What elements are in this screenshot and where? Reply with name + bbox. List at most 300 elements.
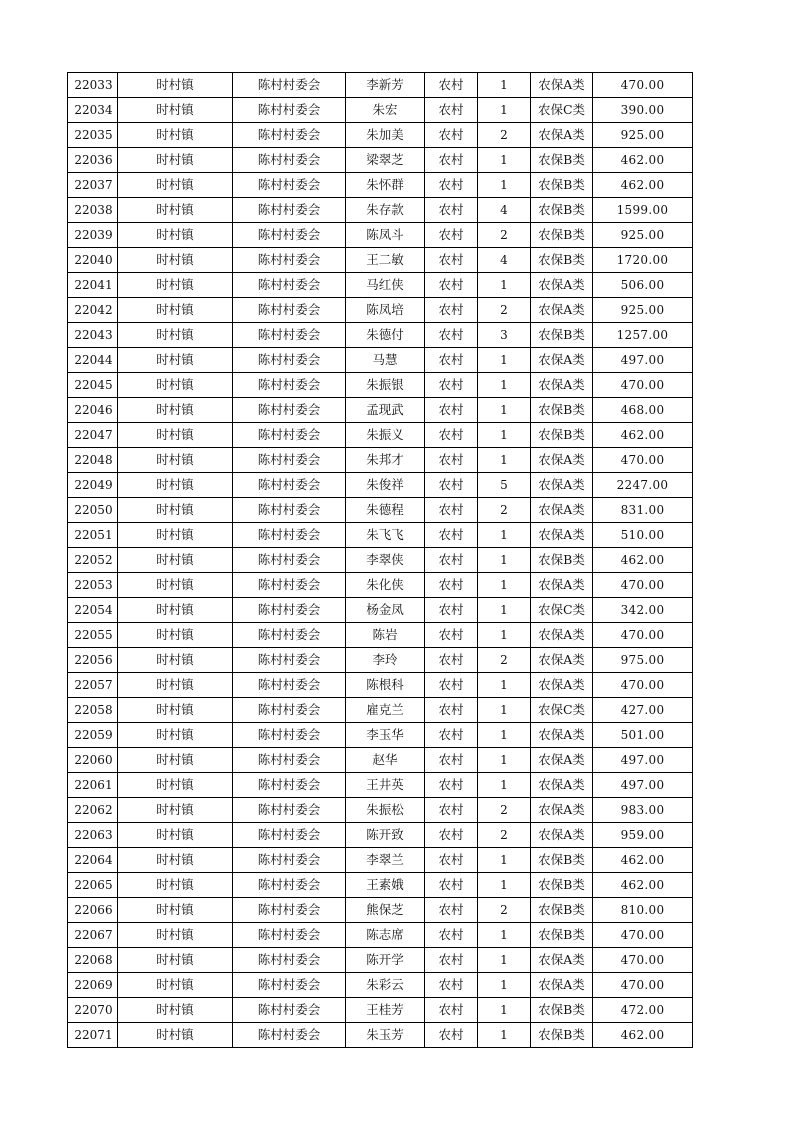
household-type-cell: 农村 (425, 698, 478, 723)
village-committee-cell: 陈村村委会 (233, 398, 346, 423)
category-cell: 农保A类 (531, 573, 593, 598)
category-cell: 农保B类 (531, 548, 593, 573)
town-cell: 时村镇 (118, 248, 233, 273)
town-cell: 时村镇 (118, 773, 233, 798)
record-number-cell: 22045 (68, 373, 118, 398)
town-cell: 时村镇 (118, 373, 233, 398)
person-count-cell: 1 (478, 723, 531, 748)
person-name-cell: 朱振义 (346, 423, 425, 448)
record-number-cell: 22043 (68, 323, 118, 348)
record-number-cell: 22035 (68, 123, 118, 148)
town-cell: 时村镇 (118, 923, 233, 948)
record-number-cell: 22039 (68, 223, 118, 248)
household-type-cell: 农村 (425, 848, 478, 873)
person-name-cell: 梁翠芝 (346, 148, 425, 173)
town-cell: 时村镇 (118, 598, 233, 623)
person-count-cell: 1 (478, 773, 531, 798)
town-cell: 时村镇 (118, 123, 233, 148)
record-number-cell: 22061 (68, 773, 118, 798)
amount-cell: 925.00 (593, 298, 693, 323)
person-name-cell: 马红侠 (346, 273, 425, 298)
village-committee-cell: 陈村村委会 (233, 723, 346, 748)
table-row (68, 248, 693, 273)
household-type-cell: 农村 (425, 173, 478, 198)
amount-cell: 462.00 (593, 173, 693, 198)
person-name-cell: 陈岩 (346, 623, 425, 648)
village-committee-cell: 陈村村委会 (233, 223, 346, 248)
town-cell: 时村镇 (118, 273, 233, 298)
amount-cell: 472.00 (593, 998, 693, 1023)
person-name-cell: 朱存款 (346, 198, 425, 223)
town-cell: 时村镇 (118, 173, 233, 198)
category-cell: 农保A类 (531, 823, 593, 848)
amount-cell: 510.00 (593, 523, 693, 548)
town-cell: 时村镇 (118, 1023, 233, 1048)
town-cell: 时村镇 (118, 723, 233, 748)
record-number-cell: 22071 (68, 1023, 118, 1048)
category-cell: 农保B类 (531, 148, 593, 173)
record-number-cell: 22055 (68, 623, 118, 648)
person-count-cell: 4 (478, 248, 531, 273)
amount-cell: 470.00 (593, 373, 693, 398)
village-committee-cell: 陈村村委会 (233, 748, 346, 773)
table-row (68, 548, 693, 573)
person-count-cell: 2 (478, 823, 531, 848)
person-name-cell: 陈根科 (346, 673, 425, 698)
table-row (68, 898, 693, 923)
town-cell: 时村镇 (118, 98, 233, 123)
household-type-cell: 农村 (425, 148, 478, 173)
amount-cell: 959.00 (593, 823, 693, 848)
town-cell: 时村镇 (118, 873, 233, 898)
record-number-cell: 22065 (68, 873, 118, 898)
amount-cell: 462.00 (593, 848, 693, 873)
person-name-cell: 李玉华 (346, 723, 425, 748)
person-count-cell: 1 (478, 848, 531, 873)
household-type-cell: 农村 (425, 748, 478, 773)
town-cell: 时村镇 (118, 698, 233, 723)
category-cell: 农保A类 (531, 773, 593, 798)
amount-cell: 390.00 (593, 98, 693, 123)
record-number-cell: 22047 (68, 423, 118, 448)
person-name-cell: 赵华 (346, 748, 425, 773)
person-count-cell: 1 (478, 598, 531, 623)
record-number-cell: 22060 (68, 748, 118, 773)
household-type-cell: 农村 (425, 573, 478, 598)
household-type-cell: 农村 (425, 548, 478, 573)
table-row (68, 298, 693, 323)
table-row (68, 698, 693, 723)
town-cell: 时村镇 (118, 898, 233, 923)
table-row (68, 673, 693, 698)
category-cell: 农保B类 (531, 873, 593, 898)
person-name-cell: 朱振松 (346, 798, 425, 823)
category-cell: 农保B类 (531, 173, 593, 198)
table-row (68, 223, 693, 248)
person-count-cell: 1 (478, 423, 531, 448)
table-row (68, 873, 693, 898)
town-cell: 时村镇 (118, 948, 233, 973)
amount-cell: 2247.00 (593, 473, 693, 498)
village-committee-cell: 陈村村委会 (233, 323, 346, 348)
record-number-cell: 22041 (68, 273, 118, 298)
person-name-cell: 朱玉芳 (346, 1023, 425, 1048)
person-name-cell: 马慧 (346, 348, 425, 373)
record-number-cell: 22057 (68, 673, 118, 698)
person-count-cell: 1 (478, 1023, 531, 1048)
record-number-cell: 22063 (68, 823, 118, 848)
category-cell: 农保B类 (531, 423, 593, 448)
amount-cell: 983.00 (593, 798, 693, 823)
person-count-cell: 1 (478, 548, 531, 573)
town-cell: 时村镇 (118, 623, 233, 648)
person-name-cell: 杨金凤 (346, 598, 425, 623)
record-number-cell: 22033 (68, 73, 118, 98)
record-number-cell: 22037 (68, 173, 118, 198)
record-number-cell: 22049 (68, 473, 118, 498)
village-committee-cell: 陈村村委会 (233, 73, 346, 98)
town-cell: 时村镇 (118, 473, 233, 498)
town-cell: 时村镇 (118, 673, 233, 698)
person-name-cell: 李翠兰 (346, 848, 425, 873)
person-count-cell: 1 (478, 998, 531, 1023)
person-count-cell: 2 (478, 798, 531, 823)
table-row (68, 823, 693, 848)
household-type-cell: 农村 (425, 973, 478, 998)
household-type-cell: 农村 (425, 198, 478, 223)
table-row (68, 323, 693, 348)
table-row (68, 1023, 693, 1048)
amount-cell: 462.00 (593, 423, 693, 448)
town-cell: 时村镇 (118, 848, 233, 873)
person-count-cell: 1 (478, 748, 531, 773)
table-row (68, 748, 693, 773)
amount-cell: 1599.00 (593, 198, 693, 223)
category-cell: 农保C类 (531, 98, 593, 123)
village-committee-cell: 陈村村委会 (233, 848, 346, 873)
village-committee-cell: 陈村村委会 (233, 573, 346, 598)
table-row (68, 98, 693, 123)
person-count-cell: 1 (478, 523, 531, 548)
town-cell: 时村镇 (118, 73, 233, 98)
town-cell: 时村镇 (118, 973, 233, 998)
village-committee-cell: 陈村村委会 (233, 473, 346, 498)
record-number-cell: 22058 (68, 698, 118, 723)
town-cell: 时村镇 (118, 423, 233, 448)
village-committee-cell: 陈村村委会 (233, 923, 346, 948)
person-count-cell: 2 (478, 898, 531, 923)
record-number-cell: 22054 (68, 598, 118, 623)
town-cell: 时村镇 (118, 748, 233, 773)
village-committee-cell: 陈村村委会 (233, 973, 346, 998)
category-cell: 农保A类 (531, 448, 593, 473)
amount-cell: 470.00 (593, 73, 693, 98)
household-type-cell: 农村 (425, 98, 478, 123)
subsidy-table (67, 72, 693, 1048)
amount-cell: 1720.00 (593, 248, 693, 273)
amount-cell: 470.00 (593, 673, 693, 698)
town-cell: 时村镇 (118, 798, 233, 823)
category-cell: 农保A类 (531, 748, 593, 773)
amount-cell: 810.00 (593, 898, 693, 923)
village-committee-cell: 陈村村委会 (233, 623, 346, 648)
table-row (68, 448, 693, 473)
person-count-cell: 2 (478, 223, 531, 248)
category-cell: 农保A类 (531, 273, 593, 298)
town-cell: 时村镇 (118, 223, 233, 248)
village-committee-cell: 陈村村委会 (233, 523, 346, 548)
category-cell: 农保B类 (531, 223, 593, 248)
amount-cell: 427.00 (593, 698, 693, 723)
amount-cell: 501.00 (593, 723, 693, 748)
town-cell: 时村镇 (118, 148, 233, 173)
person-count-cell: 2 (478, 498, 531, 523)
record-number-cell: 22034 (68, 98, 118, 123)
table-row (68, 848, 693, 873)
category-cell: 农保A类 (531, 673, 593, 698)
person-name-cell: 李玲 (346, 648, 425, 673)
person-count-cell: 1 (478, 923, 531, 948)
person-count-cell: 1 (478, 673, 531, 698)
table-row (68, 523, 693, 548)
category-cell: 农保A类 (531, 723, 593, 748)
table-row (68, 648, 693, 673)
village-committee-cell: 陈村村委会 (233, 548, 346, 573)
record-number-cell: 22051 (68, 523, 118, 548)
town-cell: 时村镇 (118, 998, 233, 1023)
table-row (68, 798, 693, 823)
person-name-cell: 朱彩云 (346, 973, 425, 998)
table-row (68, 973, 693, 998)
person-name-cell: 朱俊祥 (346, 473, 425, 498)
household-type-cell: 农村 (425, 998, 478, 1023)
person-count-cell: 1 (478, 148, 531, 173)
person-count-cell: 3 (478, 323, 531, 348)
person-name-cell: 陈凤斗 (346, 223, 425, 248)
table-row (68, 423, 693, 448)
household-type-cell: 农村 (425, 423, 478, 448)
person-name-cell: 王二敏 (346, 248, 425, 273)
amount-cell: 925.00 (593, 123, 693, 148)
person-count-cell: 1 (478, 623, 531, 648)
person-count-cell: 1 (478, 73, 531, 98)
table-row (68, 123, 693, 148)
table-row (68, 573, 693, 598)
household-type-cell: 农村 (425, 223, 478, 248)
household-type-cell: 农村 (425, 448, 478, 473)
person-count-cell: 1 (478, 573, 531, 598)
category-cell: 农保A类 (531, 798, 593, 823)
person-count-cell: 5 (478, 473, 531, 498)
table-row (68, 598, 693, 623)
table-row (68, 148, 693, 173)
person-name-cell: 陈凤培 (346, 298, 425, 323)
household-type-cell: 农村 (425, 648, 478, 673)
record-number-cell: 22048 (68, 448, 118, 473)
household-type-cell: 农村 (425, 723, 478, 748)
person-name-cell: 朱邦才 (346, 448, 425, 473)
town-cell: 时村镇 (118, 323, 233, 348)
person-name-cell: 王井英 (346, 773, 425, 798)
amount-cell: 470.00 (593, 623, 693, 648)
village-committee-cell: 陈村村委会 (233, 248, 346, 273)
table-row (68, 923, 693, 948)
table-row (68, 948, 693, 973)
amount-cell: 497.00 (593, 748, 693, 773)
record-number-cell: 22070 (68, 998, 118, 1023)
table-row (68, 998, 693, 1023)
record-number-cell: 22052 (68, 548, 118, 573)
category-cell: 农保B类 (531, 923, 593, 948)
person-count-cell: 1 (478, 98, 531, 123)
person-count-cell: 1 (478, 698, 531, 723)
village-committee-cell: 陈村村委会 (233, 898, 346, 923)
village-committee-cell: 陈村村委会 (233, 698, 346, 723)
household-type-cell: 农村 (425, 523, 478, 548)
person-count-cell: 1 (478, 373, 531, 398)
village-committee-cell: 陈村村委会 (233, 423, 346, 448)
table-row (68, 473, 693, 498)
town-cell: 时村镇 (118, 448, 233, 473)
person-name-cell: 朱加美 (346, 123, 425, 148)
category-cell: 农保C类 (531, 598, 593, 623)
village-committee-cell: 陈村村委会 (233, 448, 346, 473)
amount-cell: 497.00 (593, 773, 693, 798)
person-count-cell: 4 (478, 198, 531, 223)
amount-cell: 468.00 (593, 398, 693, 423)
village-committee-cell: 陈村村委会 (233, 173, 346, 198)
village-committee-cell: 陈村村委会 (233, 373, 346, 398)
amount-cell: 470.00 (593, 948, 693, 973)
table-row (68, 348, 693, 373)
town-cell: 时村镇 (118, 823, 233, 848)
person-name-cell: 朱怀群 (346, 173, 425, 198)
table-row (68, 173, 693, 198)
table-row (68, 398, 693, 423)
category-cell: 农保B类 (531, 323, 593, 348)
amount-cell: 975.00 (593, 648, 693, 673)
table-row (68, 723, 693, 748)
table-row (68, 498, 693, 523)
household-type-cell: 农村 (425, 498, 478, 523)
village-committee-cell: 陈村村委会 (233, 773, 346, 798)
village-committee-cell: 陈村村委会 (233, 873, 346, 898)
household-type-cell: 农村 (425, 823, 478, 848)
village-committee-cell: 陈村村委会 (233, 798, 346, 823)
amount-cell: 462.00 (593, 873, 693, 898)
table-row (68, 198, 693, 223)
category-cell: 农保A类 (531, 973, 593, 998)
person-count-cell: 1 (478, 173, 531, 198)
town-cell: 时村镇 (118, 548, 233, 573)
household-type-cell: 农村 (425, 323, 478, 348)
record-number-cell: 22046 (68, 398, 118, 423)
person-name-cell: 朱振银 (346, 373, 425, 398)
person-count-cell: 1 (478, 973, 531, 998)
household-type-cell: 农村 (425, 473, 478, 498)
amount-cell: 470.00 (593, 573, 693, 598)
household-type-cell: 农村 (425, 623, 478, 648)
record-number-cell: 22050 (68, 498, 118, 523)
person-name-cell: 李新芳 (346, 73, 425, 98)
record-number-cell: 22042 (68, 298, 118, 323)
household-type-cell: 农村 (425, 673, 478, 698)
town-cell: 时村镇 (118, 348, 233, 373)
household-type-cell: 农村 (425, 298, 478, 323)
person-name-cell: 孟现武 (346, 398, 425, 423)
amount-cell: 342.00 (593, 598, 693, 623)
category-cell: 农保A类 (531, 73, 593, 98)
category-cell: 农保A类 (531, 123, 593, 148)
category-cell: 农保A类 (531, 298, 593, 323)
person-name-cell: 朱宏 (346, 98, 425, 123)
person-name-cell: 陈开学 (346, 948, 425, 973)
household-type-cell: 农村 (425, 598, 478, 623)
person-count-cell: 2 (478, 298, 531, 323)
person-name-cell: 王素娥 (346, 873, 425, 898)
person-name-cell: 王桂芳 (346, 998, 425, 1023)
record-number-cell: 22064 (68, 848, 118, 873)
record-number-cell: 22040 (68, 248, 118, 273)
category-cell: 农保B类 (531, 198, 593, 223)
amount-cell: 470.00 (593, 448, 693, 473)
household-type-cell: 农村 (425, 923, 478, 948)
household-type-cell: 农村 (425, 798, 478, 823)
person-name-cell: 陈开致 (346, 823, 425, 848)
village-committee-cell: 陈村村委会 (233, 123, 346, 148)
household-type-cell: 农村 (425, 248, 478, 273)
person-count-cell: 2 (478, 123, 531, 148)
record-number-cell: 22053 (68, 573, 118, 598)
person-name-cell: 朱飞飞 (346, 523, 425, 548)
person-count-cell: 1 (478, 948, 531, 973)
amount-cell: 462.00 (593, 1023, 693, 1048)
person-name-cell: 李翠侠 (346, 548, 425, 573)
table-row (68, 273, 693, 298)
household-type-cell: 农村 (425, 73, 478, 98)
village-committee-cell: 陈村村委会 (233, 98, 346, 123)
category-cell: 农保A类 (531, 523, 593, 548)
category-cell: 农保B类 (531, 998, 593, 1023)
village-committee-cell: 陈村村委会 (233, 273, 346, 298)
village-committee-cell: 陈村村委会 (233, 598, 346, 623)
table-row (68, 373, 693, 398)
table-body (68, 73, 693, 1048)
record-number-cell: 22044 (68, 348, 118, 373)
category-cell: 农保C类 (531, 698, 593, 723)
record-number-cell: 22056 (68, 648, 118, 673)
village-committee-cell: 陈村村委会 (233, 1023, 346, 1048)
town-cell: 时村镇 (118, 523, 233, 548)
category-cell: 农保A类 (531, 623, 593, 648)
village-committee-cell: 陈村村委会 (233, 498, 346, 523)
record-number-cell: 22067 (68, 923, 118, 948)
town-cell: 时村镇 (118, 498, 233, 523)
village-committee-cell: 陈村村委会 (233, 298, 346, 323)
household-type-cell: 农村 (425, 398, 478, 423)
amount-cell: 506.00 (593, 273, 693, 298)
amount-cell: 497.00 (593, 348, 693, 373)
record-number-cell: 22062 (68, 798, 118, 823)
amount-cell: 1257.00 (593, 323, 693, 348)
person-count-cell: 1 (478, 448, 531, 473)
household-type-cell: 农村 (425, 1023, 478, 1048)
amount-cell: 470.00 (593, 923, 693, 948)
person-count-cell: 1 (478, 273, 531, 298)
village-committee-cell: 陈村村委会 (233, 648, 346, 673)
household-type-cell: 农村 (425, 898, 478, 923)
record-number-cell: 22066 (68, 898, 118, 923)
